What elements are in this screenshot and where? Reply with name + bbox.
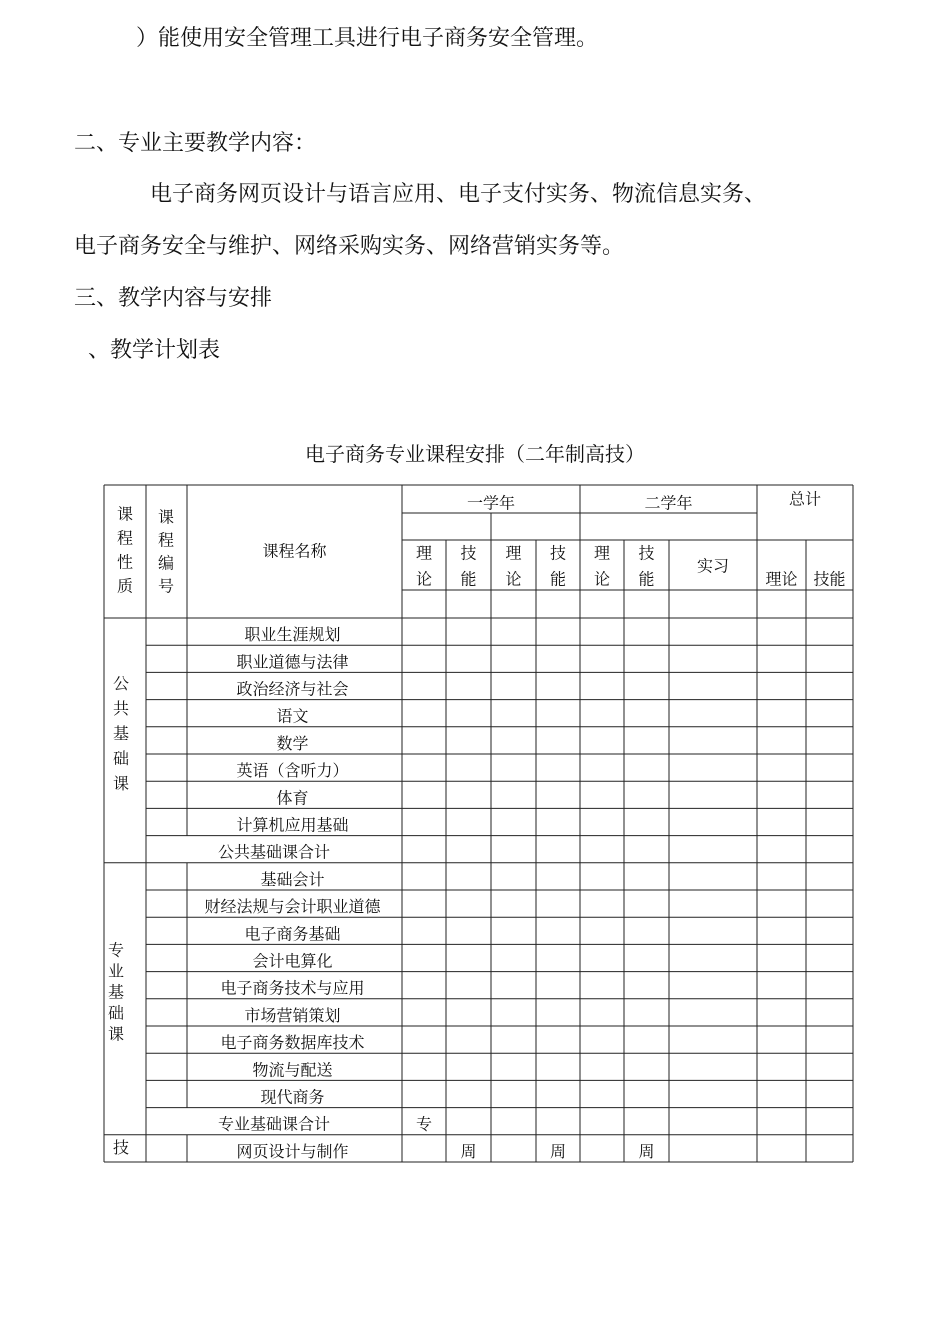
course-name: 基础会计 bbox=[260, 869, 325, 889]
group-label-char: 业 bbox=[107, 961, 125, 981]
group-label-char: 共 bbox=[112, 698, 130, 718]
course-name: 电子商务数据库技术 bbox=[220, 1033, 365, 1053]
header-skill-char: 技 bbox=[638, 543, 655, 563]
course-name: 电子商务技术与应用 bbox=[220, 978, 365, 998]
header-theory-char: 论 bbox=[593, 569, 611, 589]
intro-line-1: ）能使用安全管理工具进行电子商务安全管理。 bbox=[136, 26, 599, 51]
header-theory-char: 理 bbox=[593, 543, 611, 563]
header-theory-char: 理 bbox=[415, 543, 433, 563]
header-year-1: 一学年 bbox=[466, 493, 516, 513]
course-name: 会计电算化 bbox=[252, 951, 333, 971]
header-course-code: 编 bbox=[157, 553, 175, 573]
group-label-char: 课 bbox=[107, 1024, 125, 1044]
header-total-skill: 技能 bbox=[813, 569, 846, 589]
course-name: 语文 bbox=[276, 706, 309, 726]
course-name: 财经法规与会计职业道德 bbox=[204, 897, 381, 917]
header-course-name: 课程名称 bbox=[262, 541, 327, 561]
group-label-char: 技 bbox=[112, 1137, 130, 1157]
course-name: 物流与配送 bbox=[252, 1060, 333, 1080]
header-skill-char: 技 bbox=[549, 543, 567, 563]
header-theory-char: 论 bbox=[505, 569, 522, 589]
course-name: 计算机应用基础 bbox=[236, 815, 349, 835]
header-course-code: 程 bbox=[157, 530, 175, 550]
subtotal-row-label: 公共基础课合计 bbox=[217, 842, 331, 862]
group-label-char: 专 bbox=[107, 940, 125, 960]
header-course-nature: 质 bbox=[116, 576, 134, 596]
section-2-content-line-1: 电子商务网页设计与语言应用、电子支付实务、物流信息实务、 bbox=[150, 182, 767, 207]
course-name: 现代商务 bbox=[260, 1087, 325, 1107]
header-course-code: 课 bbox=[157, 507, 175, 527]
group-label-char: 基 bbox=[107, 982, 125, 1002]
course-name: 职业生涯规划 bbox=[244, 625, 341, 645]
group-label-char: 基 bbox=[112, 723, 130, 743]
week-unit-mark: 周 bbox=[460, 1141, 477, 1161]
header-total-theory: 理论 bbox=[765, 569, 798, 589]
course-name: 市场营销策划 bbox=[244, 1005, 341, 1025]
section-3-heading: 三、教学内容与安排 bbox=[74, 286, 273, 311]
course-name: 体育 bbox=[276, 788, 309, 808]
course-name: 网页设计与制作 bbox=[236, 1141, 349, 1161]
week-unit-mark: 周 bbox=[638, 1141, 655, 1161]
week-unit-mark: 周 bbox=[549, 1141, 567, 1161]
header-course-nature: 程 bbox=[116, 528, 134, 548]
header-theory-char: 理 bbox=[505, 543, 522, 563]
course-name: 政治经济与社会 bbox=[236, 679, 349, 699]
course-name: 电子商务基础 bbox=[244, 924, 341, 944]
table-title: 电子商务专业课程安排（二年制高技） bbox=[305, 442, 645, 466]
header-internship: 实习 bbox=[696, 556, 730, 576]
header-course-nature: 性 bbox=[116, 552, 134, 572]
row-extra-mark: 专 bbox=[415, 1114, 433, 1134]
group-label-char: 公 bbox=[112, 673, 130, 693]
header-total: 总计 bbox=[788, 489, 822, 509]
header-skill-char: 技 bbox=[460, 543, 477, 563]
group-label-char: 础 bbox=[107, 1003, 125, 1023]
header-course-nature: 课 bbox=[116, 504, 134, 524]
section-2-content-line-2: 电子商务安全与维护、网络采购实务、网络营销实务等。 bbox=[74, 234, 625, 259]
group-label-char: 础 bbox=[112, 748, 130, 768]
header-theory-char: 论 bbox=[415, 569, 433, 589]
course-name: 数学 bbox=[276, 733, 309, 753]
header-year-2: 二学年 bbox=[644, 493, 693, 513]
subsection-heading: 、教学计划表 bbox=[88, 338, 221, 363]
group-label-char: 课 bbox=[112, 773, 130, 793]
header-skill-char: 能 bbox=[460, 569, 477, 589]
header-skill-char: 能 bbox=[638, 569, 655, 589]
subtotal-row-label: 专业基础课合计 bbox=[217, 1114, 331, 1134]
course-name: 职业道德与法律 bbox=[236, 652, 349, 672]
header-course-code: 号 bbox=[157, 576, 175, 596]
section-2-heading: 二、专业主要教学内容： bbox=[74, 131, 317, 156]
course-name: 英语（含听力） bbox=[236, 761, 349, 781]
header-skill-char: 能 bbox=[549, 569, 567, 589]
